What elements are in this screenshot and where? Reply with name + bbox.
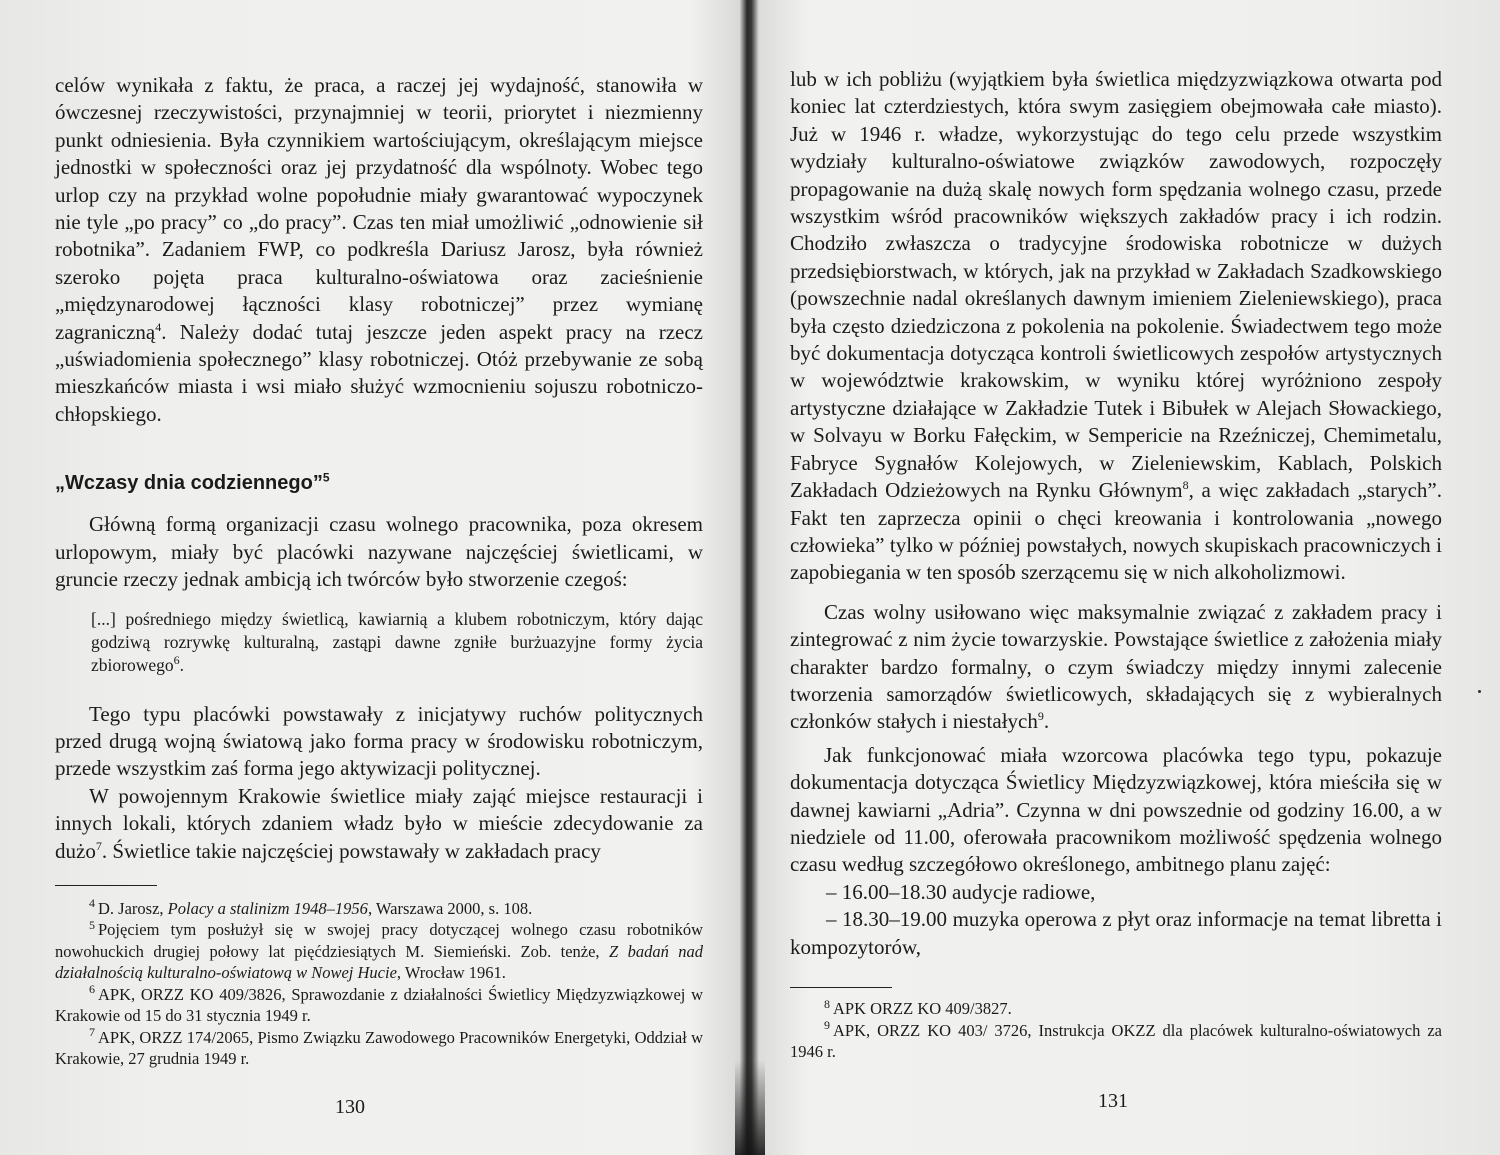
footnote-title: Polacy a stalinizm 1948–1956 — [167, 898, 368, 918]
right-paragraph-1 — [790, 66, 1442, 587]
footnote-ref-8: 8 — [1182, 478, 1189, 493]
footnote-5 — [55, 919, 703, 984]
footnote-ref-4: 4 — [155, 319, 162, 334]
section-heading-text: „Wczasy dnia codziennego” — [55, 472, 323, 495]
left-footnotes — [55, 898, 703, 1070]
left-page — [55, 0, 703, 1155]
gutter-shadow — [735, 1060, 765, 1155]
footnote-9 — [790, 1020, 1442, 1063]
block-quote — [91, 608, 703, 677]
footnote-4 — [55, 898, 703, 920]
footnote-text: APK, ORZZ KO 409/3826, Sprawozdanie z działalności Świetlicy Międzyzwiązkowej w Krakowie od 15 do 31 stycznia 1949 r. — [55, 984, 703, 1026]
footnote-ref-6: 6 — [173, 652, 180, 667]
right-paragraph-1-end: , a więc zakładach „starych”. Fakt ten zaprzecza opinii o chęci kreowania i kontrolowania „nowego człowieka” tylko w później powstałych, nowych skupiskach pracowniczych i zapobiegania w ten sposób szerzącemu się w nich alkoholizmowi. — [790, 478, 1442, 585]
footnote-number: 6 — [89, 982, 95, 997]
footnote-ref-5: 5 — [322, 470, 330, 485]
page-number-right: 131 — [1098, 1090, 1128, 1112]
footnote-number: 8 — [824, 996, 830, 1011]
footnote-text: Pojęciem tym posłużył się w swojej pracy dotyczącej wolnego czasu robotników nowohuckich drugiej połowy lat pięćdziesiątych M. Siemieński. Zob. tenże, — [55, 920, 703, 961]
right-paragraph-2 — [790, 599, 1442, 736]
footnote-7 — [55, 1027, 703, 1070]
right-paragraph-3: Jak funkcjonować miała wzorcowa placówka tego typu, pokazuje dokumentacja dotycząca Świetlicy Międzyzwiązkowej, która mieściła się w dawnej kawiarni „Adria”. Czynna w dni powszednie od godziny 16.00, a w niedziele od 11.00, oferowała pracownikom możliwość spędzenia wolnego czasu według szczegółowo określonego, ambitnego planu zajęć: — [790, 742, 1442, 877]
footnote-title: Z badań nad działalnością kulturalno-oświatową w Nowej Hucie — [55, 941, 703, 983]
footnote-6 — [55, 984, 703, 1027]
left-paragraph-1-end: . Należy dodać tutaj jeszcze jeden aspekt pracy na rzecz „uświadomienia społecznego” klasy robotniczej. Otóż przebywanie ze sobą mieszkańców miasta i wsi miało służyć wzmocnieniu sojuszu robotniczo-chłopskiego. — [55, 319, 703, 426]
block-quote-text: [...] pośredniego między świetlicą, kawiarnią a klubem robotniczym, który dając godziwą rozrywkę kulturalną, zastąpi dawne zgniłe burżuazyjne formy życia zbiorowego — [91, 608, 703, 675]
left-paragraph-4 — [55, 783, 703, 865]
left-page-body — [55, 72, 703, 1070]
right-footnotes — [790, 998, 1442, 1063]
footnote-ref-7: 7 — [95, 838, 102, 853]
footnote-text: APK ORZZ KO 409/3827. — [833, 999, 1012, 1018]
footnote-text: APK, ORZZ KO 403/ 3726, Instrukcja OKZZ dla placówek kulturalno-oświatowych za 1946 r. — [790, 1020, 1442, 1061]
left-paragraph-1 — [55, 72, 703, 428]
right-paragraph-1-text: lub w ich pobliżu (wyjątkiem była świetlica międzyzwiązkowa otwarta pod koniec lat czterdziestych, która swym zasięgiem obejmowała całe miasto). Już w 1946 r. władze, wykorzystując do tego celu przede wszystkim wydziały kulturalno-oświatowe związków zawodowych, rozpoczęły propagowanie na dużą skalę nowych form spędzania wolnego czasu, przede wszystkim wśród pracowników większych zakładów pracy i ich rodzin. Chodziło zwłaszcza o tradycyjne środowiska robotnicze w dużych przedsiębiorstwach, w których, jak na przykład w Zakładach Szadkowskiego (powszechnie nadal określanych dawnym imieniem Zieleniewskiego), praca była często dziedziczona z pokolenia na pokolenie. Świadectwem tego może być dokumentacja dotycząca kontroli świetlicowych zespołów artystycznych w województwie krakowskim, w wyniku której wyróżniono zespoły artystyczne działające w Zakładzie Tutek i Bibułek w Alejach Słowackiego, w Solvayu w Borku Fałęckim, w Sempericie na Rzeźniczej, Chemimetalu, Fabryce Sygnałów Kolejowych, w Zieleniewskim, Kablach, Polskich Zakładach Odzieżowych na Rynku Głównym — [790, 67, 1442, 503]
block-quote-end: . — [179, 654, 184, 675]
footnote-8 — [790, 998, 1442, 1020]
right-paragraph-2-end: . — [1043, 709, 1050, 734]
footnote-ref-9: 9 — [1037, 709, 1044, 724]
section-heading — [55, 472, 703, 495]
schedule-item-2: – 18.30–19.00 muzyka operowa z płyt oraz informacje na temat libretta i kompozytorów, — [790, 907, 1442, 959]
left-paragraph-4-text: W powojennym Krakowie świetlice miały zająć miejsce restauracji i innych lokali, których zdaniem władz było w mieście zdecydowanie za dużo — [55, 783, 703, 863]
page-number-left: 130 — [335, 1096, 365, 1118]
footnote-text: D. Jarosz, — [98, 898, 168, 918]
left-paragraph-1-text: celów wynikała z faktu, że praca, a raczej jej wydajność, stanowiła w ówczesnej rzeczywistości, przynajmniej w teorii, priorytet i niezmienny punkt odniesienia. Była czynnikiem wartościującym, określającym miejsce jednostki w społeczności oraz jej przydatność dla wspólnoty. Wobec tego urlop czy na przykład wolne popołudnie miały gwarantować wypoczynek nie tyle „po pracy” co „do pracy”. Czas ten miał umożliwić „odnowienie sił robotnika”. Zadaniem FWP, co podkreśla Dariusz Jarosz, była również szeroko pojęta praca kulturalno-oświatowa oraz zacieśnienie „międzynarodowej łączności klasy robotniczej” przez wymianę zagraniczną — [55, 73, 703, 344]
footnote-text-end: , Warszawa 2000, s. 108. — [367, 898, 533, 918]
schedule-item-1: – 16.00–18.30 audycje radiowe, — [826, 879, 1096, 904]
footnote-text-end: , Wrocław 1961. — [396, 963, 506, 983]
left-paragraph-3: Tego typu placówki powstawały z inicjatywy ruchów politycznych przed drugą wojną światową jako forma pracy w środowisku robotniczym, przede wszystkim zaś forma jego aktywizacji politycznej. — [55, 701, 703, 781]
right-paragraph-2-text: Czas wolny usiłowano więc maksymalnie związać z zakładem pracy i zintegrować z nim życie towarzyskie. Powstające świetlice z założenia miały charakter bardzo formalny, o czym świadczy między innymi zalecenie tworzenia samorządów świetlicowych, składających się z wybieralnych członków stałych i niestałych — [790, 599, 1442, 734]
right-page — [790, 0, 1442, 1155]
footnote-number: 7 — [89, 1025, 95, 1040]
left-paragraph-2: Główną formą organizacji czasu wolnego pracownika, poza okresem urlopowym, miały być placówki nazywane najczęściej świetlicami, w gruncie rzeczy jednak ambicją ich twórców było stworzenie czegoś: — [55, 512, 703, 592]
footnote-number: 4 — [89, 896, 95, 911]
left-paragraph-4-end: . Świetlice takie najczęściej powstawały w zakładach pracy — [101, 838, 601, 863]
right-page-body — [790, 66, 1442, 1063]
paper-speck — [1478, 690, 1481, 693]
footnote-number: 9 — [824, 1018, 830, 1032]
footnote-text: APK, ORZZ 174/2065, Pismo Związku Zawodowego Pracowników Energetyki, Oddział w Krakowie, 27 grudnia 1949 r. — [55, 1027, 703, 1069]
footnote-number: 5 — [89, 917, 95, 932]
